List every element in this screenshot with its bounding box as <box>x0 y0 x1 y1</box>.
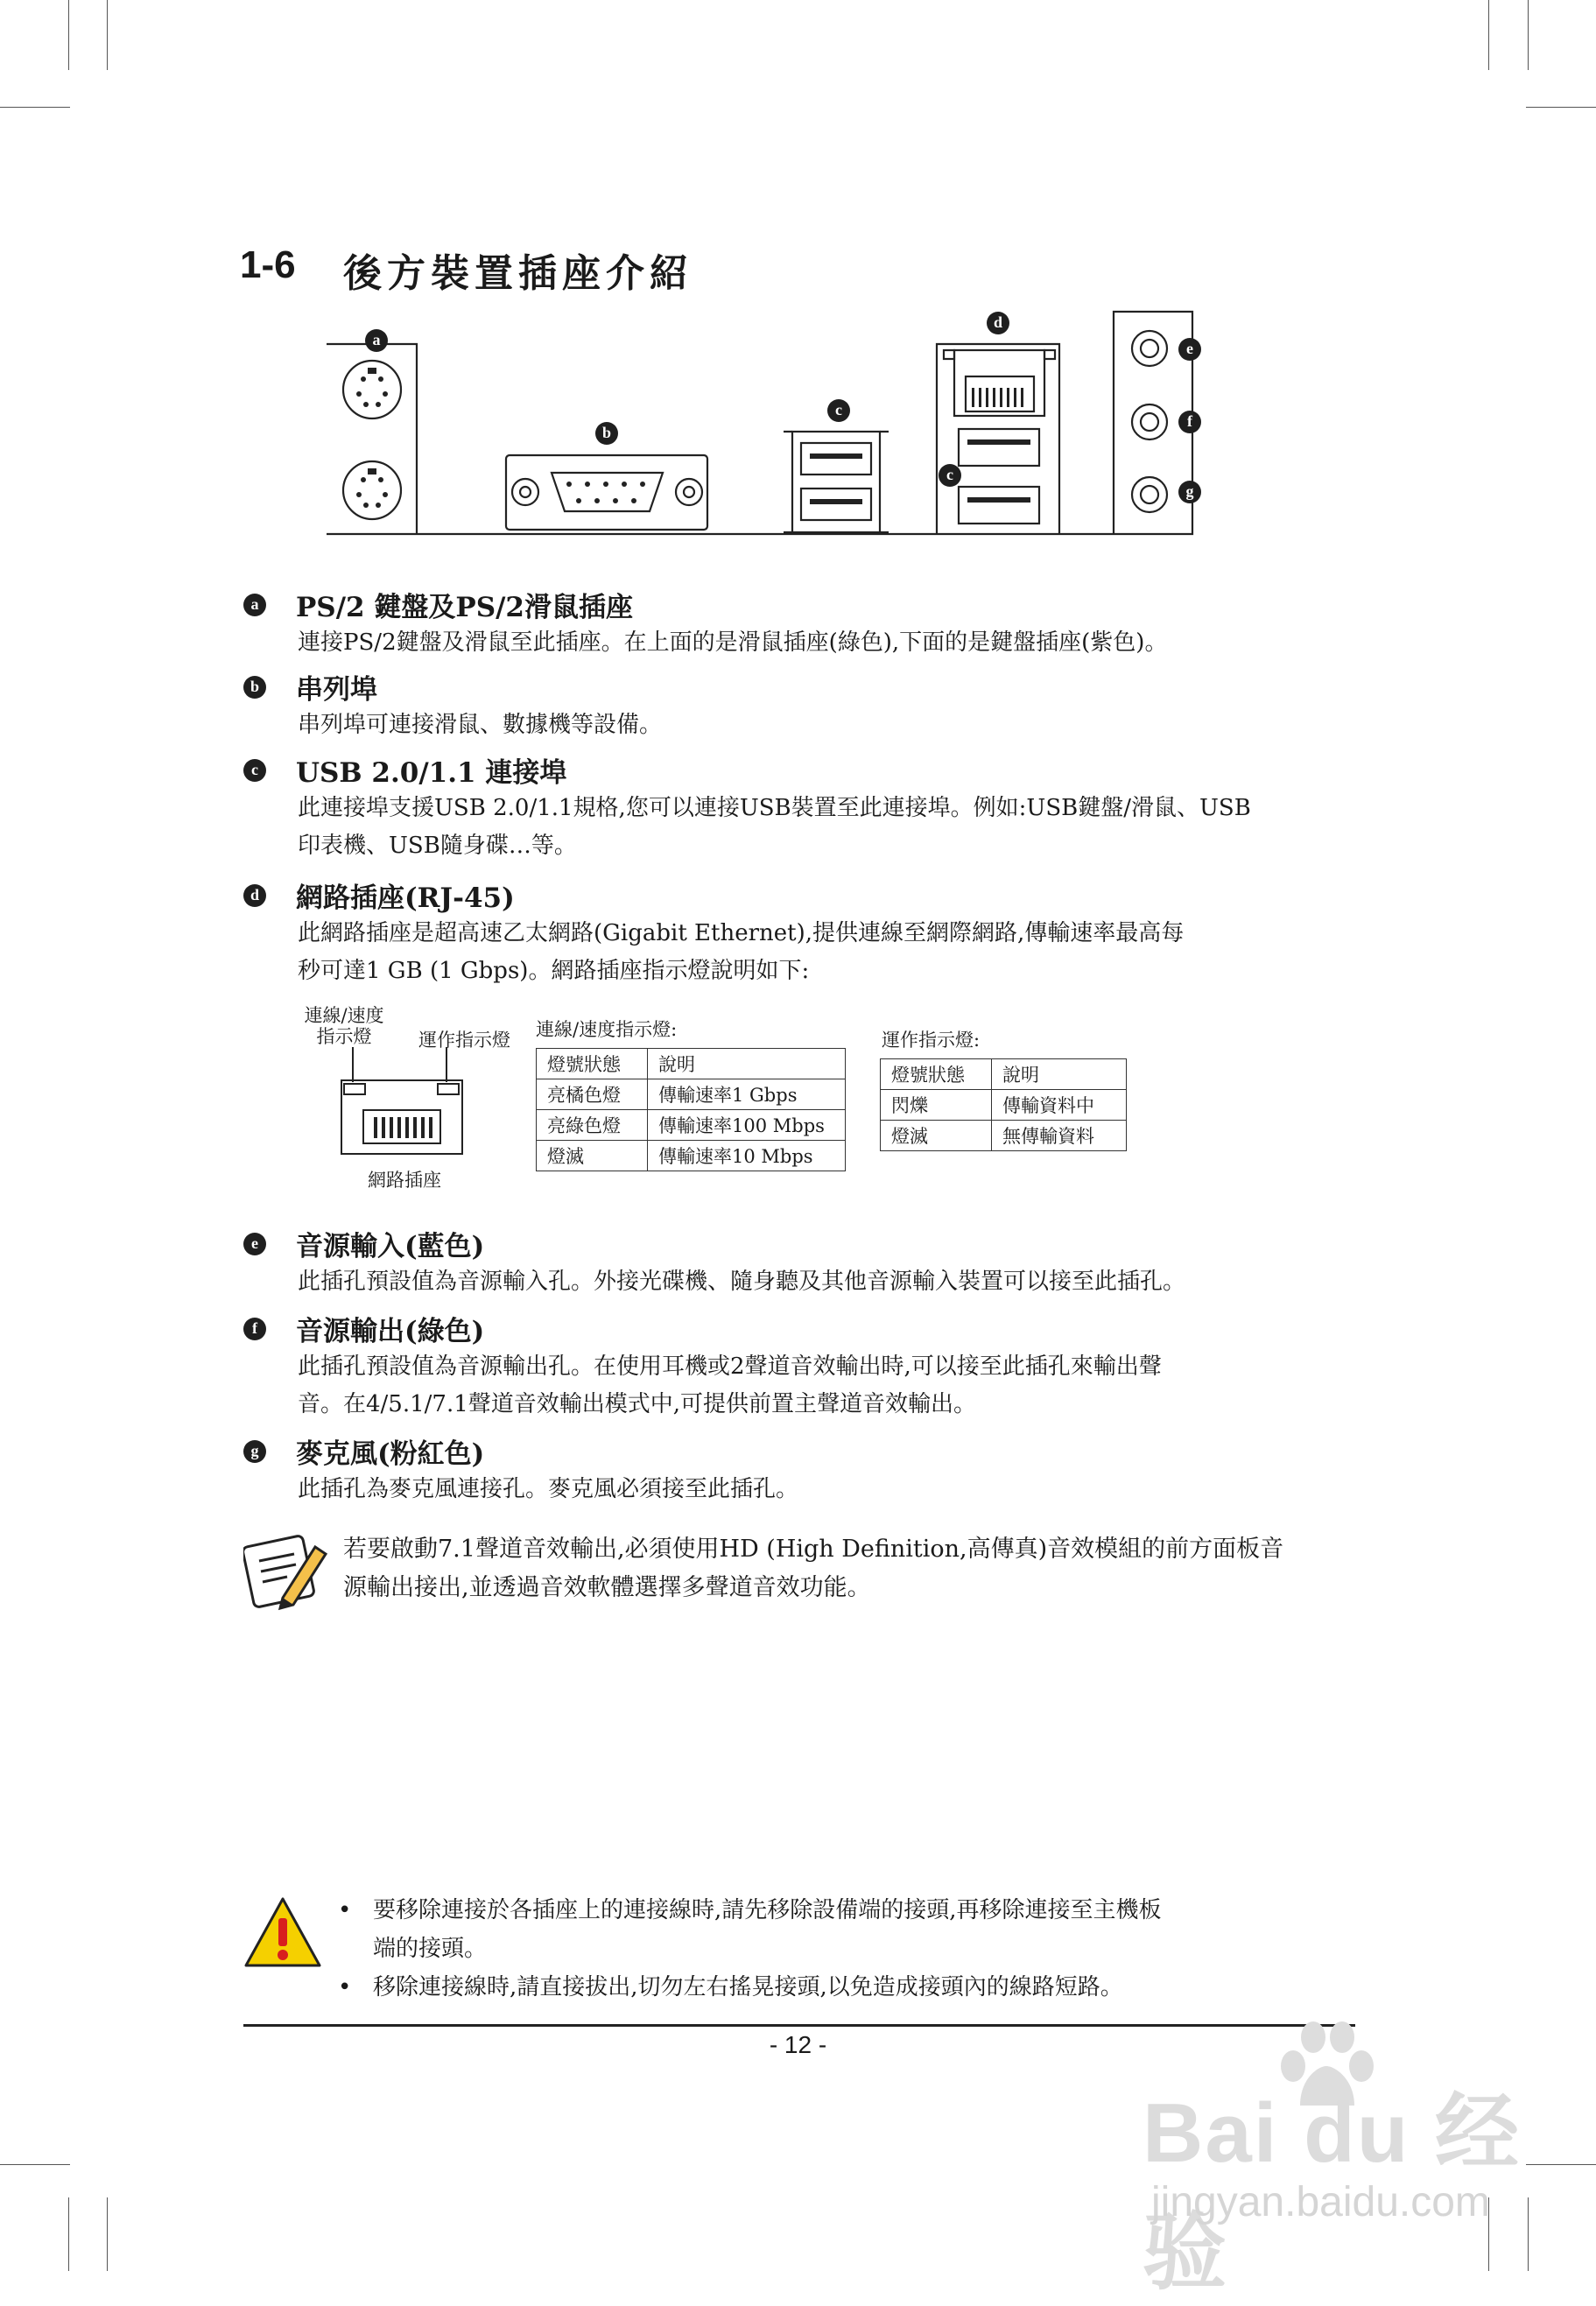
crop-mark <box>107 2197 108 2271</box>
warning-bullet <box>333 1891 1361 1968</box>
crop-mark <box>0 2164 70 2165</box>
item-body <box>298 624 1357 662</box>
item-badge: f <box>243 1318 266 1340</box>
item-title: 音源輸出(綠色) <box>296 1316 485 1347</box>
item-line: 印表機、USB隨身碟…等。 <box>298 833 577 859</box>
item-body <box>298 707 1357 744</box>
activity-table-caption: 運作指示燈: <box>882 1030 981 1051</box>
item-badge: e <box>243 1233 266 1255</box>
callout-e: e <box>1178 338 1201 361</box>
footer-rule <box>243 2024 1355 2027</box>
callout-b: b <box>595 422 618 445</box>
item-title: 音源輸入(藍色) <box>296 1231 485 1262</box>
callout-d: d <box>987 312 1009 334</box>
lan-port-figure <box>337 1047 468 1161</box>
warning-bullet <box>333 1968 1361 2007</box>
item-line: 秒可達1 GB (1 Gbps)。網路插座指示燈說明如下: <box>298 958 810 984</box>
table-row <box>537 1079 846 1110</box>
item-body <box>298 1348 1357 1424</box>
table-row <box>537 1141 846 1171</box>
item-badge: d <box>243 884 266 907</box>
activity-led-table <box>880 1058 1127 1151</box>
table-row <box>881 1121 1127 1151</box>
table-cell: 燈滅 <box>537 1141 648 1171</box>
section-number: 1-6 <box>240 243 296 286</box>
table-row <box>881 1059 1127 1090</box>
speed-table-caption: 連線/速度指示燈: <box>536 1019 678 1040</box>
crop-mark <box>1488 0 1489 70</box>
note-line: 若要啟動7.1聲道音效輸出,必須使用HD (High Definition,高傳真)音效模組的前方面板音 <box>343 1536 1284 1563</box>
crop-mark <box>107 0 108 70</box>
crop-mark <box>0 107 70 108</box>
crop-mark <box>1526 107 1596 108</box>
item-title: 網路插座(RJ-45) <box>296 882 515 914</box>
warning-line: 要移除連接於各插座上的連接線時,請先移除設備端的接頭,再移除連接至主機板 <box>373 1897 1162 1923</box>
table-header-cell: 說明 <box>992 1059 1127 1090</box>
crop-mark <box>68 0 69 70</box>
table-cell: 閃爍 <box>881 1090 992 1121</box>
item-body <box>298 915 1357 990</box>
bullet-dot: • <box>338 1897 352 1923</box>
warning-triangle-icon <box>243 1895 322 1970</box>
page-number: - 12 - <box>769 2031 827 2058</box>
lan-port-label: 網路插座 <box>368 1170 441 1191</box>
item-line: 連接PS/2鍵盤及滑鼠至此插座。在上面的是滑鼠插座(綠色),下面的是鍵盤插座(紫色)。 <box>298 629 1168 656</box>
speed-led-table <box>536 1048 846 1171</box>
table-row <box>537 1110 846 1141</box>
note-pencil-icon <box>243 1528 331 1615</box>
table-cell: 傳輸速率10 Mbps <box>648 1141 846 1171</box>
item-line: 此插孔為麥克風連接孔。麥克風必須接至此插孔。 <box>298 1476 799 1502</box>
item-title: PS/2 鍵盤及PS/2滑鼠插座 <box>296 592 633 623</box>
note-line: 源輸出接出,並透過音效軟體選擇多聲道音效功能。 <box>343 1574 871 1601</box>
table-header-cell: 燈號狀態 <box>881 1059 992 1090</box>
warning-list <box>333 1891 1361 2007</box>
lan-speed-label-line: 指示燈 <box>316 1026 372 1047</box>
watermark-logo: Bai du 经验 <box>1143 2086 1522 2300</box>
item-body <box>298 1263 1357 1301</box>
item-badge: g <box>243 1440 266 1463</box>
table-cell: 無傳輸資料 <box>992 1121 1127 1151</box>
item-title: USB 2.0/1.1 連接埠 <box>296 757 567 789</box>
item-title: 串列埠 <box>296 674 377 706</box>
item-line: 此連接埠支援USB 2.0/1.1規格,您可以連接USB裝置至此連接埠。例如:USB鍵盤/滑鼠、USB <box>298 795 1251 821</box>
table-header-cell: 燈號狀態 <box>537 1049 648 1079</box>
item-line: 音。在4/5.1/7.1聲道音效輸出模式中,可提供前置主聲道音效輸出。 <box>298 1391 977 1417</box>
item-title: 麥克風(粉紅色) <box>296 1438 485 1470</box>
table-cell: 燈滅 <box>881 1121 992 1151</box>
table-cell: 亮橘色燈 <box>537 1079 648 1110</box>
item-body <box>298 1471 1357 1508</box>
item-badge: a <box>243 594 266 616</box>
note-text <box>343 1530 1359 1607</box>
callout-a: a <box>365 329 388 352</box>
table-cell: 亮綠色燈 <box>537 1110 648 1141</box>
crop-mark <box>1528 0 1529 70</box>
bullet-dot: • <box>338 1974 352 2000</box>
item-line: 此插孔預設值為音源輸入孔。外接光碟機、隨身聽及其他音源輸入裝置可以接至此插孔。 <box>298 1269 1186 1295</box>
table-row <box>537 1049 846 1079</box>
item-badge: b <box>243 676 266 699</box>
watermark-url: jingyan.baidu.com <box>1151 2179 1490 2225</box>
lan-speed-label-line: 連線/速度 <box>304 1005 384 1026</box>
crop-mark <box>68 2197 69 2271</box>
item-line: 串列埠可連接滑鼠、數據機等設備。 <box>298 712 663 738</box>
warning-line: 移除連接線時,請直接拔出,切勿左右搖晃接頭,以免造成接頭內的線路短路。 <box>373 1974 1123 2000</box>
page-title: 後方裝置插座介紹 <box>343 251 693 296</box>
table-header-cell: 說明 <box>648 1049 846 1079</box>
item-line: 此網路插座是超高速乙太網路(Gigabit Ethernet),提供連線至網際網路,傳輸速率最高每 <box>298 920 1185 946</box>
item-badge: c <box>243 759 266 782</box>
item-body <box>298 790 1357 865</box>
table-cell: 傳輸資料中 <box>992 1090 1127 1121</box>
callout-c: c <box>939 464 961 487</box>
callout-f: f <box>1178 411 1201 433</box>
item-line: 此插孔預設值為音源輸出孔。在使用耳機或2聲道音效輸出時,可以接至此插孔來輸出聲 <box>298 1353 1162 1380</box>
lan-activity-label: 運作指示燈 <box>418 1030 510 1051</box>
table-cell: 傳輸速率100 Mbps <box>648 1110 846 1141</box>
callout-g: g <box>1178 481 1201 503</box>
warning-line: 端的接頭。 <box>373 1936 488 1962</box>
table-row <box>881 1090 1127 1121</box>
table-cell: 傳輸速率1 Gbps <box>648 1079 846 1110</box>
rear-panel-diagram <box>315 305 1217 541</box>
lan-speed-label <box>296 1005 392 1047</box>
callout-c: c <box>827 399 850 422</box>
